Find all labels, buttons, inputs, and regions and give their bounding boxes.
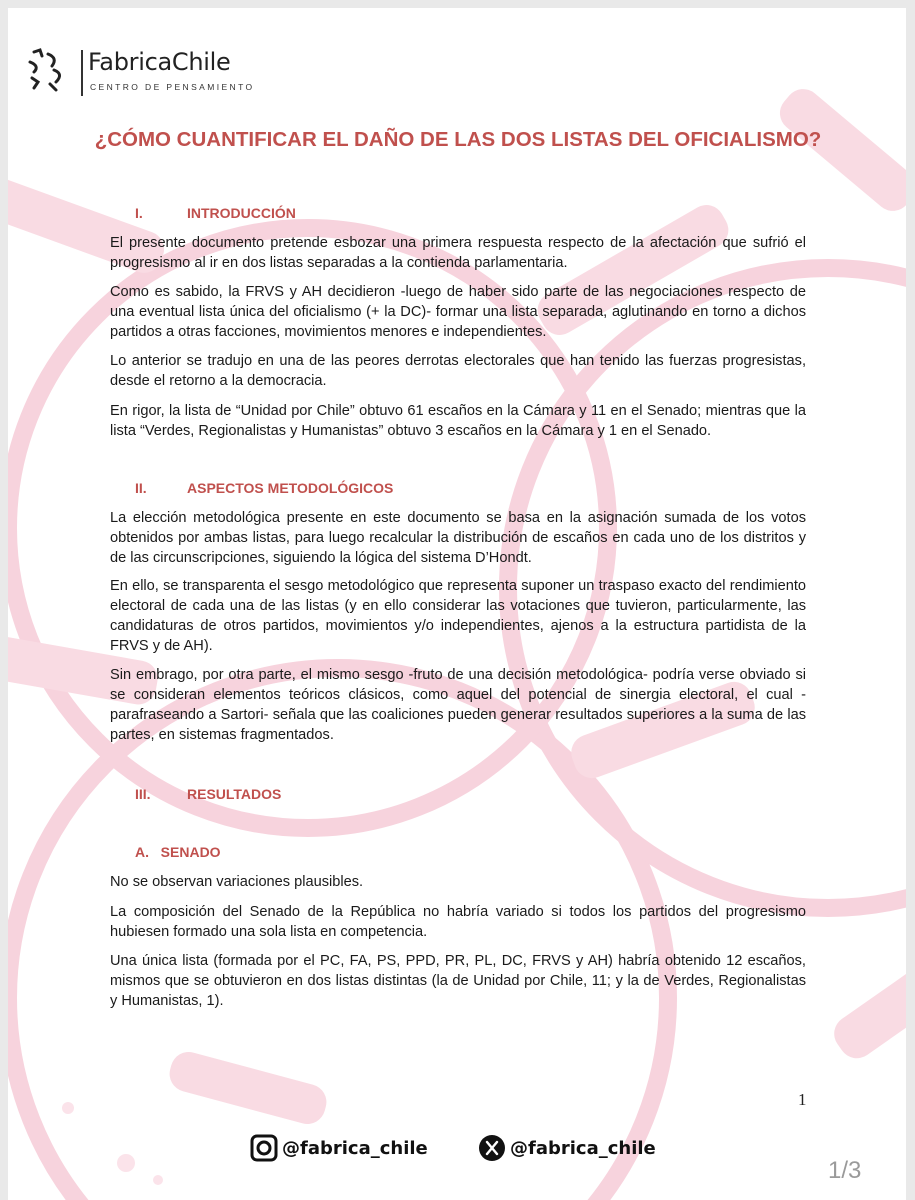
page-number: 1 xyxy=(798,1090,807,1109)
subsection-heading-senado: A. SENADO xyxy=(135,844,221,860)
instagram-handle xyxy=(250,1134,428,1162)
section-label: RESULTADOS xyxy=(187,786,282,802)
instagram-icon xyxy=(250,1134,278,1162)
paragraph: La elección metodológica presente en este documento se basa en la asignación sumada de los votos obtenidos por ambas listas, para luego recalcular la distribución de escaños en cada uno de los distritos y de las circunscripciones, siguiendo la lógica del sistema D’Hondt. xyxy=(110,510,806,566)
section-heading-introduccion xyxy=(135,205,296,221)
paragraph: Lo anterior se tradujo en una de las peores derrotas electorales que han tenido las fuerzas progresistas, desde el retorno a la democracia. xyxy=(110,353,806,389)
logo-subtitle: CENTRO DE PENSAMIENTO xyxy=(90,82,255,92)
paragraph: Como es sabido, la FRVS y AH decidieron -luego de haber sido parte de las negociaciones respecto de una eventual lista única del oficialismo (+ la DC)- formar una lista separada, aglutinando en torno a dichos partidos a otras facciones, movimientos menores e independientes. xyxy=(110,284,806,340)
section-number: I. xyxy=(135,205,143,221)
paragraph: No se observan variaciones plausibles. xyxy=(110,874,364,890)
x-handle-text: @fabrica_chile xyxy=(510,1137,656,1159)
paragraph: En rigor, la lista de “Unidad por Chile” obtuvo 61 escaños en la Cámara y 11 en el Senado; mientras que la lista “Verdes, Regionalistas y Humanistas” obtuvo 3 escaños en la Cámara y 1 en el Senado. xyxy=(110,403,806,439)
paragraph: Sin embrago, por otra parte, el mismo sesgo -fruto de una decisión metodológica- podría verse obviado si se consideran elementos teóricos clásicos, como aquel del potencial de sinergia electoral, el cual -parafraseando a Sartori- señala que las coaliciones pueden generar resultados superiores a la suma de las partes, en sistemas fragmentados. xyxy=(110,667,806,743)
section-label: ASPECTOS METODOLÓGICOS xyxy=(187,480,394,496)
x-handle xyxy=(478,1134,656,1162)
section-number: III. xyxy=(135,786,151,802)
section-number: II. xyxy=(135,480,147,496)
page-indicator: 1/3 xyxy=(828,1157,862,1184)
logo-divider xyxy=(81,50,83,96)
document-page xyxy=(8,8,906,1200)
gear-logo-icon xyxy=(26,44,74,96)
section-label: INTRODUCCIÓN xyxy=(187,205,296,221)
logo-name: FabricaChile xyxy=(88,48,231,76)
x-icon xyxy=(478,1134,506,1162)
paragraph: Una única lista (formada por el PC, FA, PS, PPD, PR, PL, DC, FRVS y AH) habría obtenido 12 escaños, mismos que se obtuvieron en dos listas distintas (la de Unidad por Chile, 11; y la de Verdes, Regionalistas y Humanistas, 1). xyxy=(110,953,806,1009)
section-heading-metodologia xyxy=(135,480,393,496)
document-title: ¿CÓMO CUANTIFICAR EL DAÑO DE LAS DOS LISTAS DEL OFICIALISMO? xyxy=(94,128,822,151)
paragraph: El presente documento pretende esbozar una primera respuesta respecto de la afectación que sufrió el progresismo al ir en dos listas separadas a la contienda parlamentaria. xyxy=(110,235,806,271)
instagram-handle-text: @fabrica_chile xyxy=(282,1137,428,1159)
fabricachile-logo xyxy=(26,40,256,104)
paragraph: En ello, se transparenta el sesgo metodológico que representa suponer un traspaso exacto del rendimiento electoral de cada una de las listas (y en ello considerar las votaciones que tuvieron, particularmente, las candidaturas de otros partidos, movimientos y/o independientes, ajenos a la estructura partidista de la FRVS y de AH). xyxy=(110,578,806,654)
section-heading-resultados xyxy=(135,786,281,802)
paragraph: La composición del Senado de la República no habría variado si todos los partidos del progresismo hubiesen formado una sola lista en competencia. xyxy=(110,904,806,940)
